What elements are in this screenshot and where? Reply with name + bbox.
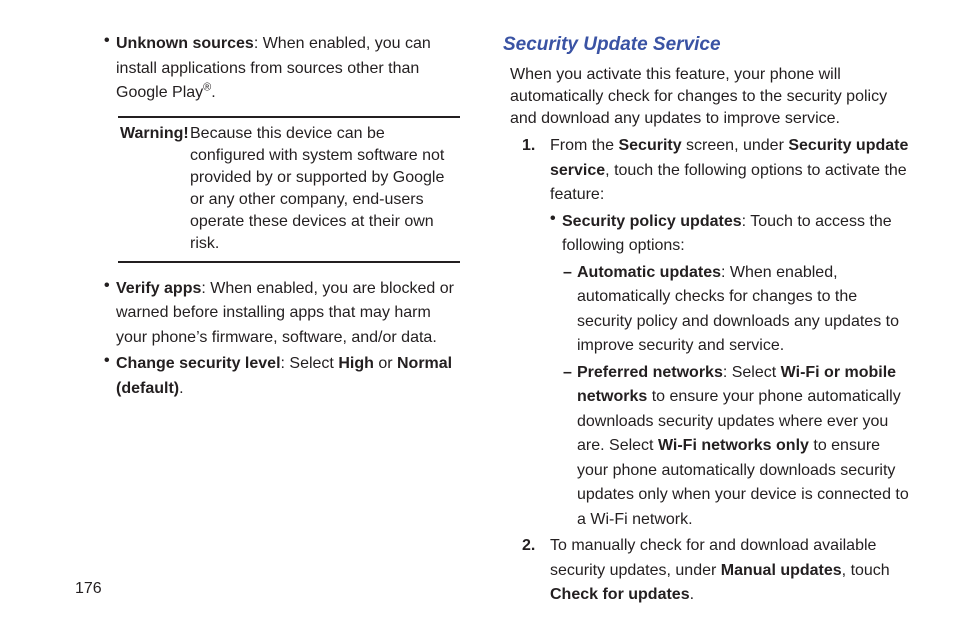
text-fragment: From the bbox=[550, 137, 619, 154]
intro-paragraph: When you activate this feature, your phone will automatically check for changes to the security policy and download any updates to improve service. bbox=[510, 66, 888, 127]
term-unknown-sources: Unknown sources bbox=[116, 35, 254, 52]
automatic-updates-description: : When enabled, automatically checks for changes to the security policy and downloads any updates to improve security and service. bbox=[577, 263, 899, 354]
term-check-for-updates: Check for updates bbox=[550, 586, 690, 603]
text-fragment: screen, under bbox=[681, 137, 789, 154]
bullet-icon: • bbox=[104, 276, 110, 294]
left-column bbox=[104, 32, 460, 401]
policy-updates-description: : Touch to access the following options: bbox=[562, 212, 892, 254]
option-wifi-or-mobile: Wi-Fi or mobile networks bbox=[577, 363, 897, 405]
policy-updates-text bbox=[562, 210, 913, 259]
registered-mark: ® bbox=[203, 81, 212, 94]
step-2 bbox=[503, 534, 913, 608]
dash-icon: – bbox=[563, 263, 572, 281]
warning-label: Warning! bbox=[120, 124, 189, 142]
automatic-updates-text bbox=[577, 261, 913, 359]
text-fragment: to ensure your phone automatically downloads security updates only when your device is connected to a Wi-Fi network. bbox=[577, 437, 909, 528]
period: . bbox=[179, 379, 184, 397]
step-number: 2. bbox=[522, 537, 536, 554]
verify-apps-description: : When enabled, you are blocked or warned before installing apps that may harm your phone’s firmware, software, and/or data. bbox=[116, 279, 454, 346]
term-security-policy-updates: Security policy updates bbox=[562, 212, 742, 230]
term-change-security-level: Change security level bbox=[116, 355, 281, 372]
warning-text: Because this device can be configured with system software not provided by or supported by Google or any other company, end-users operate these devices at their own risk. bbox=[190, 124, 445, 252]
term-security: Security bbox=[618, 137, 682, 154]
verify-apps-text bbox=[116, 277, 460, 351]
step-1 bbox=[503, 134, 913, 208]
term-manual-updates: Manual updates bbox=[720, 561, 842, 579]
step-1-text bbox=[550, 134, 913, 208]
option-high: High bbox=[338, 355, 374, 372]
term-verify-apps: Verify apps bbox=[116, 279, 202, 297]
period: . bbox=[689, 586, 695, 603]
list-item-automatic-updates bbox=[503, 261, 913, 359]
text-fragment: : Select bbox=[280, 355, 339, 372]
step-2-text bbox=[550, 534, 913, 608]
dash-icon: – bbox=[563, 363, 572, 381]
warning-box bbox=[118, 116, 460, 263]
preferred-networks-text bbox=[577, 361, 913, 533]
text-fragment: to ensure your phone automatically downloads security updates where ever you are. Select bbox=[577, 388, 901, 454]
list-item-change-security-level bbox=[104, 352, 460, 401]
text-fragment: , touch bbox=[841, 561, 890, 579]
bullet-icon: • bbox=[104, 32, 110, 49]
period: . bbox=[211, 84, 216, 101]
term-preferred-networks: Preferred networks bbox=[577, 363, 723, 381]
bullet-icon: • bbox=[104, 352, 110, 369]
list-item-preferred-networks bbox=[503, 361, 913, 533]
text-fragment: or bbox=[373, 355, 397, 372]
right-column bbox=[503, 32, 913, 608]
change-security-text bbox=[116, 352, 460, 401]
option-wifi-only: Wi-Fi networks only bbox=[657, 437, 809, 454]
unknown-sources-text bbox=[116, 32, 460, 106]
unknown-sources-description: : When enabled, you can install applications from sources other than Google Play bbox=[116, 35, 431, 101]
term-security-update-service: Security update service bbox=[550, 137, 909, 179]
bullet-icon: • bbox=[550, 209, 556, 227]
text-fragment: To manually check for and download available security updates, under bbox=[550, 537, 877, 579]
option-normal-default: Normal (default) bbox=[116, 355, 453, 397]
term-automatic-updates: Automatic updates bbox=[577, 263, 722, 281]
section-heading: Security Update Service bbox=[503, 34, 721, 55]
list-item-unknown-sources bbox=[104, 32, 460, 106]
text-fragment: : Select bbox=[722, 363, 781, 381]
list-item-verify-apps bbox=[104, 277, 460, 351]
list-item-security-policy-updates bbox=[503, 210, 913, 259]
page-number: 176 bbox=[75, 580, 102, 597]
text-fragment: , touch the following options to activate the feature: bbox=[550, 161, 907, 203]
step-number: 1. bbox=[522, 137, 536, 154]
